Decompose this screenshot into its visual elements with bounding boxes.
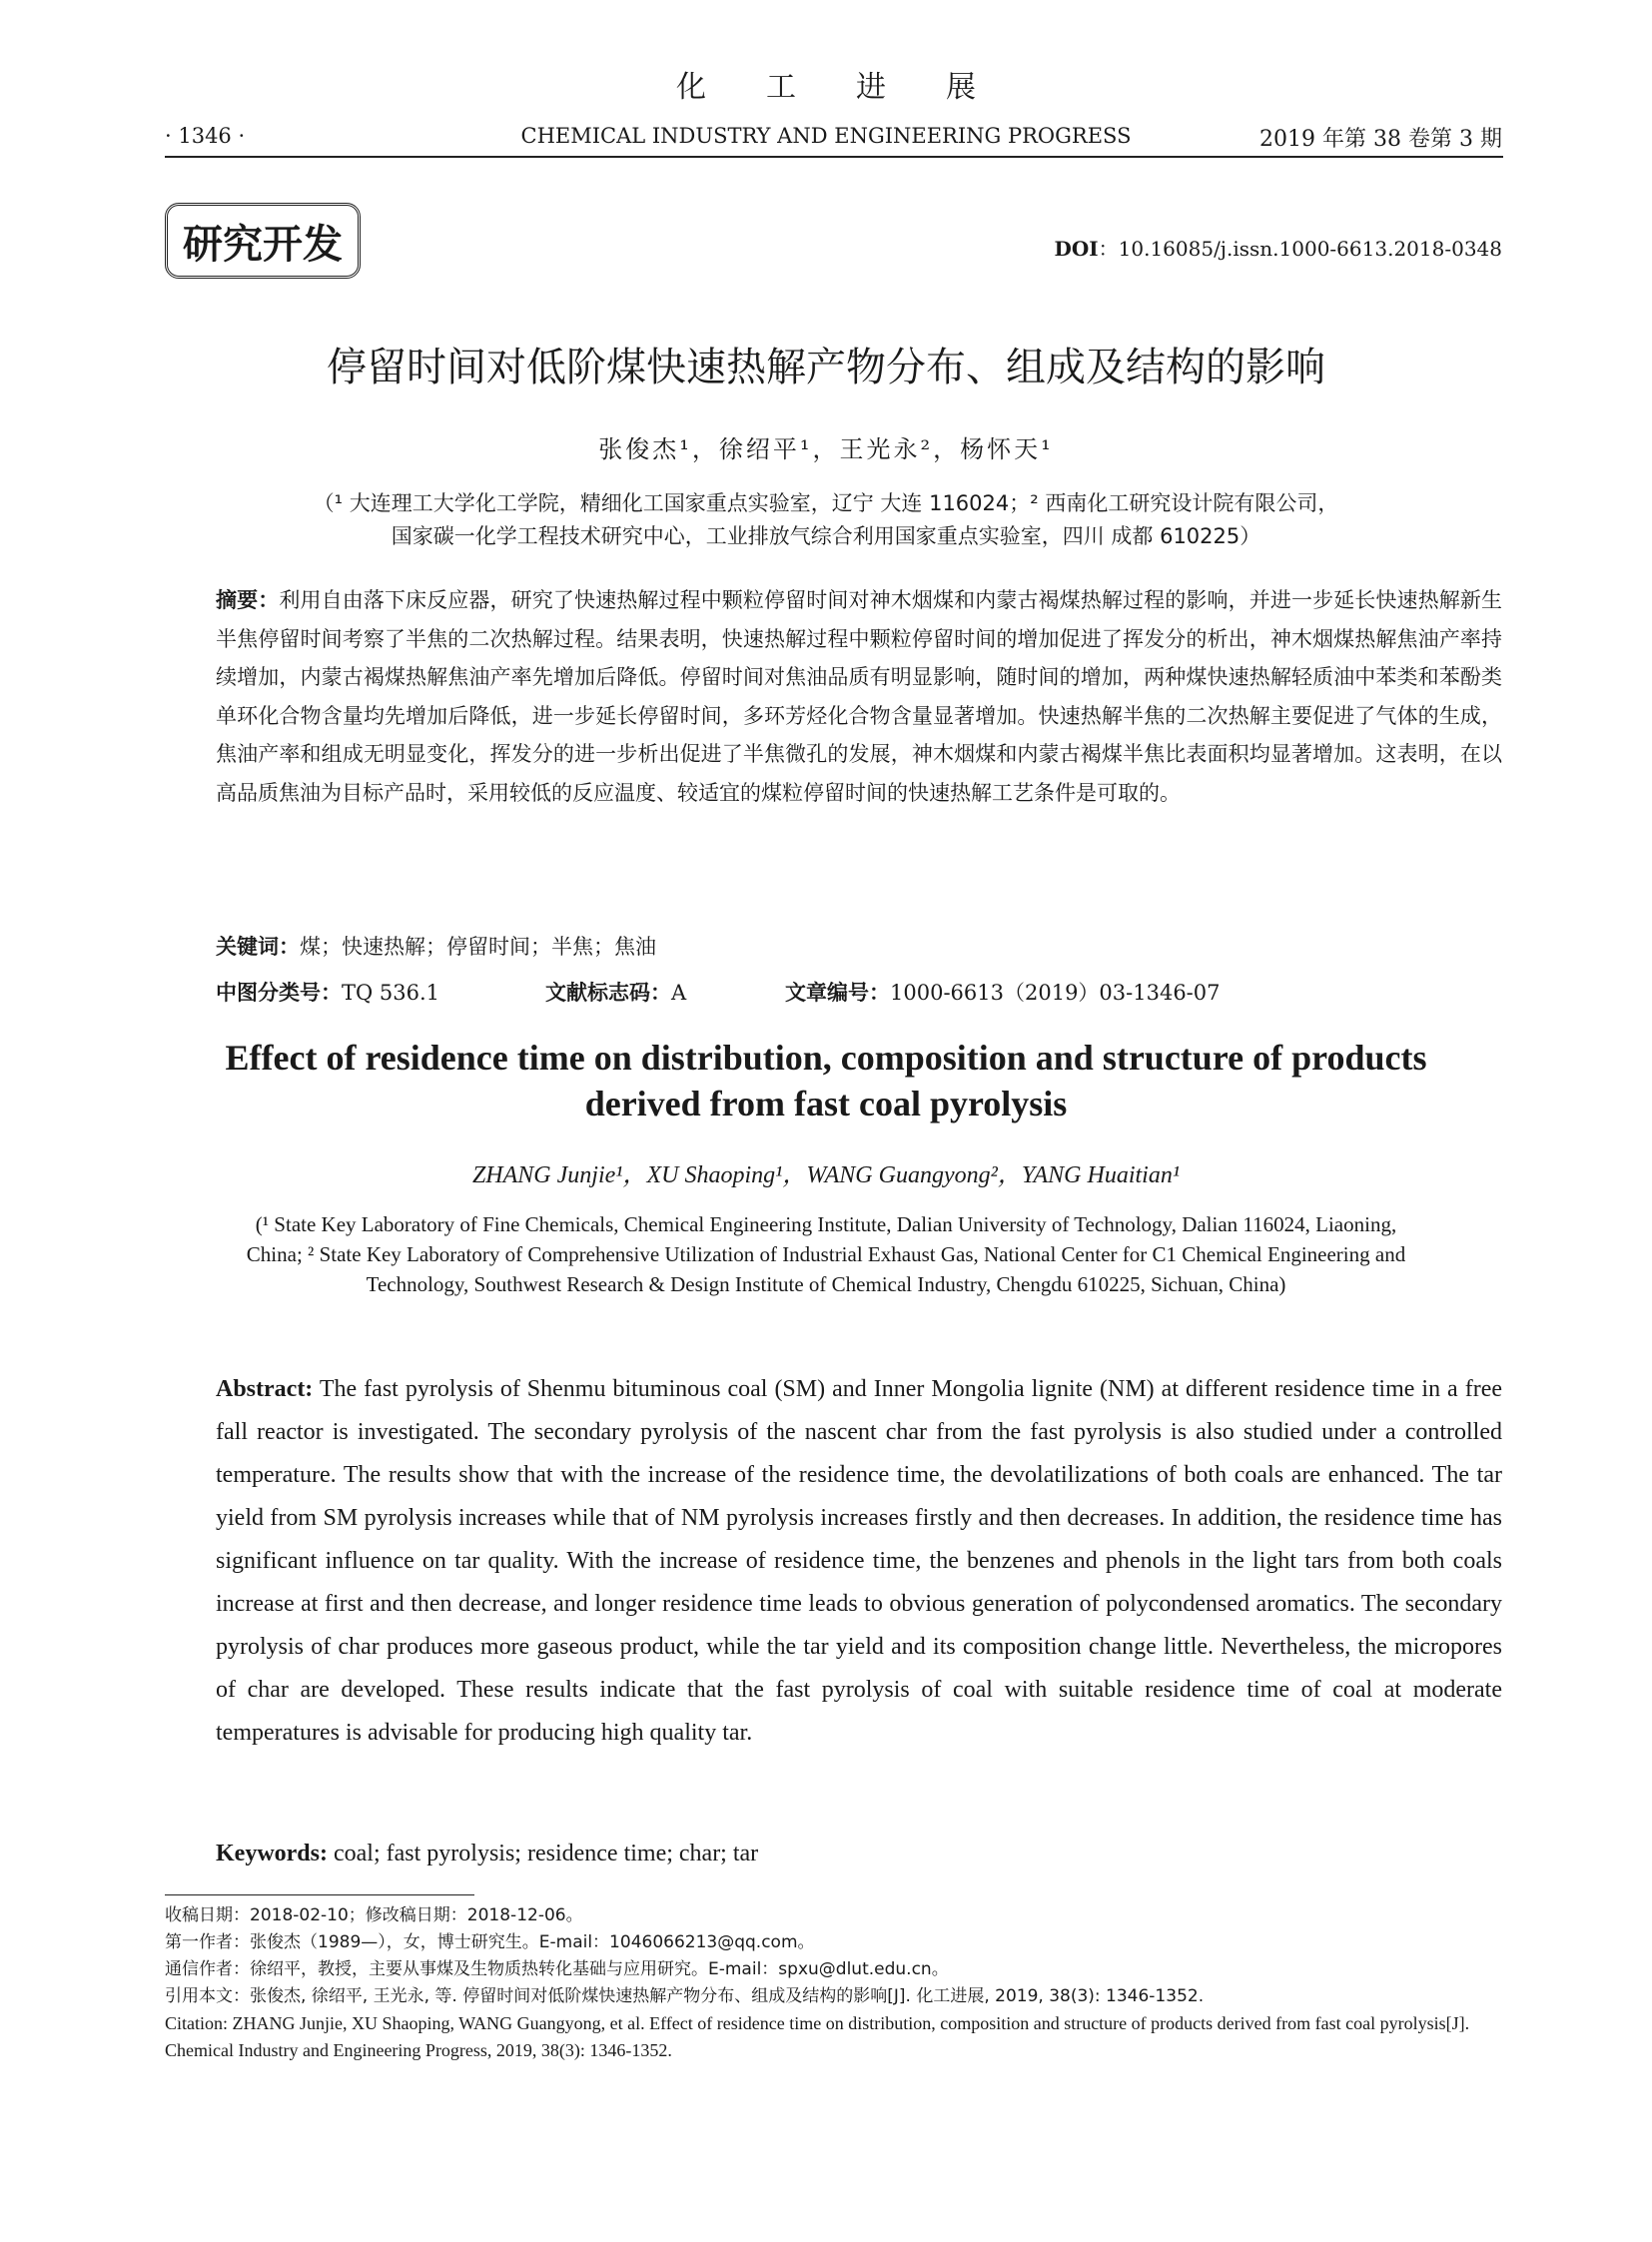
keywords-en-text: coal; fast pyrolysis; residence time; char; tar: [333, 1841, 759, 1867]
affiliations-cn: [250, 487, 1402, 553]
keywords-en-label: Keywords:: [216, 1841, 328, 1867]
doc-code-item: [545, 977, 785, 1007]
footnote-cite-en: Citation: ZHANG Junjie, XU Shaoping, WANG Guangyong, et al. Effect of residence time on distribution, composition and structure of products derived from fast coal pyrolysis[J]. Chemical Industry and Engineering Progress, 2019, 38(3): 1346-1352.: [165, 2013, 1470, 2060]
keywords-en: [216, 1841, 758, 1868]
journal-title-en: CHEMICAL INDUSTRY AND ENGINEERING PROGRESS: [520, 124, 1132, 148]
authors-en: ZHANG Junjie¹，XU Shaoping¹，WANG Guangyong²，YANG Huaitian¹: [471, 1162, 1181, 1188]
authors-cn: 张俊杰¹，徐绍平¹，王光永²，杨怀天¹: [598, 435, 1054, 463]
clc-label: 中图分类号：: [216, 981, 342, 1005]
abstract-en: [216, 1368, 1502, 1755]
issue-info: 2019 年第 38 卷第 3 期: [1259, 127, 1502, 152]
abstract-en-label: Abstract:: [216, 1376, 314, 1402]
footnote-first-author: 第一作者：张俊杰（1989—），女，博士研究生。E-mail：1046066213@qq.com。: [165, 1932, 815, 1952]
article-no-value: 1000-6613（2019）03-1346-07: [890, 981, 1221, 1005]
footnote-corresponding: 通信作者：徐绍平，教授，主要从事煤及生物质热转化基础与应用研究。E-mail：spxu@dlut.edu.cn。: [165, 1959, 949, 1979]
article-title-en: Effect of residence time on distribution, composition and structure of products derived from fast coal pyrolysis: [225, 1038, 1427, 1123]
doc-code-value: A: [671, 981, 687, 1005]
article-title-cn: 停留时间对低阶煤快速热解产物分布、组成及结构的影响: [327, 345, 1325, 390]
keywords-cn: [216, 931, 656, 961]
clc-value: TQ 536.1: [342, 981, 440, 1005]
keywords-cn-label: 关键词：: [216, 935, 300, 959]
affiliation-line: （¹ 大连理工大学化工学院，精细化工国家重点实验室，辽宁 大连 116024；² 西南化工研究设计院有限公司，: [313, 491, 1339, 515]
journal-title-cn: 化工进展: [676, 70, 1036, 105]
affiliation-line: 国家碳一化学工程技术研究中心，工业排放气综合利用国家重点实验室，四川 成都 610225）: [391, 524, 1261, 548]
article-no-item: [785, 977, 1221, 1007]
footnote-received: 收稿日期：2018-02-10；修改稿日期：2018-12-06。: [165, 1905, 583, 1925]
doi-label: DOI: [1054, 237, 1099, 261]
clc-item: [216, 977, 545, 1007]
keywords-cn-text: 煤；快速热解；停留时间；半焦；焦油: [300, 935, 656, 959]
article-no-label: 文章编号：: [785, 981, 890, 1005]
doi-value: ：10.16085/j.issn.1000-6613.2018-0348: [1098, 237, 1502, 261]
section-label: 研究开发: [165, 203, 361, 279]
abstract-en-text: The fast pyrolysis of Shenmu bituminous coal (SM) and Inner Mongolia lignite (NM) at different residence time in a free fall reactor is investigated. The secondary pyrolysis of the nascent char from the fast pyrolysis is also studied under a controlled temperature. The results show that with the increase of the residence time, the devolatilizations of both coals are enhanced. The tar yield from SM pyrolysis increases while that of NM pyrolysis increases firstly and then decreases. In addition, the residence time has significant influence on tar quality. With the increase of residence time, the benzenes and phenols in the light tars from both coals increase at first and then decrease, and longer residence time leads to obvious generation of polycondensed aromatics. The secondary pyrolysis of char produces more gaseous product, while the tar yield and its composition change little. Nevertheless, the micropores of char are developed. These results indicate that the fast pyrolysis of coal with suitable residence time of coal at moderate temperatures is advisable for producing high quality tar.: [216, 1376, 1502, 1746]
footnote-rule: [165, 1894, 474, 1895]
doi[interactable]: [1055, 233, 1502, 262]
header-rule: [165, 156, 1503, 158]
abstract-cn: [216, 581, 1502, 812]
doc-code-label: 文献标志码：: [545, 981, 671, 1005]
abstract-cn-text: 利用自由落下床反应器，研究了快速热解过程中颗粒停留时间对神木烟煤和内蒙古褐煤热解过程的影响，并进一步延长快速热解新生半焦停留时间考察了半焦的二次热解过程。结果表明，快速热解过程中颗粒停留时间的增加促进了挥发分的析出，神木烟煤热解焦油产率持续增加，内蒙古褐煤热解焦油产率先增加后降低。停留时间对焦油品质有明显影响，随时间的增加，两种煤快速热解轻质油中苯类和苯酚类单环化合物含量均先增加后降低，进一步延长停留时间，多环芳烃化合物含量显著增加。快速热解半焦的二次热解主要促进了气体的生成，焦油产率和组成无明显变化，挥发分的进一步析出促进了半焦微孔的发展，神木烟煤和内蒙古褐煤半焦比表面积均显著增加。这表明，在以高品质焦油为目标产品时，采用较低的反应温度、较适宜的煤粒停留时间的快速热解工艺条件是可取的。: [216, 588, 1503, 805]
affiliations-en: (¹ State Key Laboratory of Fine Chemicals, Chemical Engineering Institute, Dalian University of Technology, Dalian 116024, Liaoning, China; ² State Key Laboratory of Comprehensive Utilization of Industrial Exhaust Gas, National Center for C1 Chemical Engineering and Technology, Southwest Research & Design Institute of Chemical Industry, Chengdu 610225, Sichuan, China): [246, 1212, 1406, 1296]
footnote-cite-cn: 引用本文：张俊杰, 徐绍平, 王光永, 等. 停留时间对低阶煤快速热解产物分布、组成及结构的影响[J]. 化工进展, 2019, 38(3): 1346-1352.: [165, 1986, 1205, 2006]
abstract-cn-label: 摘要：: [216, 588, 280, 612]
footnotes: [165, 1902, 1503, 2064]
page-number: · 1346 ·: [165, 124, 246, 148]
classification-row: [216, 977, 1514, 1007]
